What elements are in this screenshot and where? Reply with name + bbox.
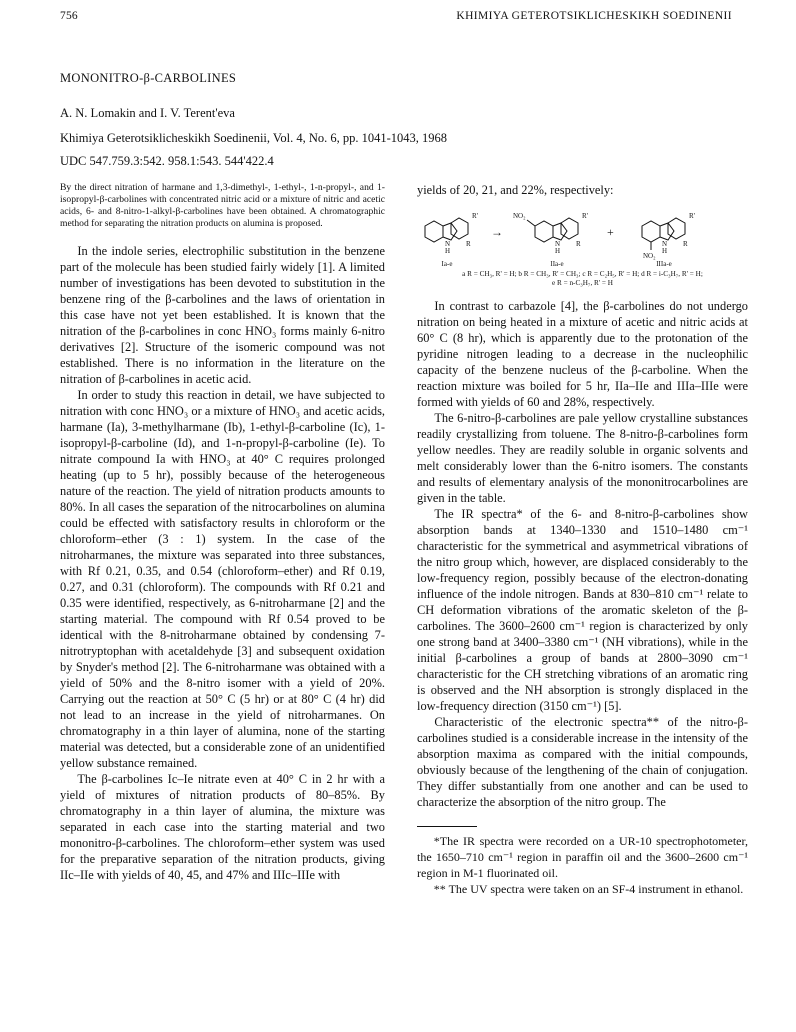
atom-label: H bbox=[445, 247, 451, 255]
nitro-carboline-structure bbox=[527, 218, 578, 242]
body-paragraph: In contrast to carbazole [4], the β-carbolines do not undergo nitration on being heated in a mixture of acetic and nitric acids at 60° C (8 hr), which is apparently due to the protonation of the pyridine nitrogen leading to a decrease in the nucleophilic capacity of the benzene nucleus of the β-carboline. When the reaction mixture was boiled for 5 hr, IIa–IIe and IIIa–IIIe were formed with yields of 60 and 28%, respectively. bbox=[417, 299, 748, 409]
reaction-scheme-drawing bbox=[417, 200, 748, 268]
udc-code: UDC 547.759.3:542. 958.1:543. 544'422.4 bbox=[60, 154, 274, 168]
journal-running-head: KHIMIYA GETEROTSIKLICHESKIKH SOEDINENII bbox=[456, 10, 732, 22]
plus-sign: + bbox=[607, 225, 614, 239]
reaction-scheme bbox=[417, 200, 748, 268]
footnote: ** The UV spectra were taken on an SF-4 instrument in ethanol. bbox=[433, 882, 744, 896]
article-title: MONONITRO-β-CARBOLINES bbox=[60, 71, 237, 85]
compound-label: Ia-e bbox=[441, 260, 453, 268]
compound-label: IIIa-e bbox=[656, 260, 672, 268]
article-authors: A. N. Lomakin and I. V. Terent'eva bbox=[60, 106, 235, 120]
nitro-label: NO₂ bbox=[513, 212, 526, 220]
reaction-arrow: → bbox=[491, 225, 503, 239]
substituent-label: R bbox=[683, 240, 688, 248]
substituent-label: R' bbox=[472, 212, 478, 220]
nitro-label: NO₂ bbox=[643, 252, 656, 260]
atom-label: N bbox=[445, 240, 451, 248]
abstract: By the direct nitration of harmane and 1,3-dimethyl-, 1-ethyl-, 1-n-propyl-, and 1-isopropyl-β-carbolines with concentrated nitric acid or a mixture of nitric and acetic acids, 6- and 8-nitro-1-alkyl-β-carbolines have been obtained. A chromatographic method for separating the nitration products on alumina is proposed. bbox=[60, 182, 385, 229]
scheme-legend bbox=[417, 270, 748, 288]
right-column bbox=[417, 182, 748, 897]
body-paragraph: In the indole series, electrophilic substitution in the benzene part of the molecule has been studied fairly widely [1]. A limited number of investigations has been devoted to substitution in the benzene ring of the β-carbolines and the laws of orientation in this case have not yet been established. It is known that the nitration of the β-carbolines in conc HNO₃ forms mainly 6-nitro derivatives [2]. Structure of the isomeric compound was not established. There is no information in the literature on the nitration of β-carbolines in acetic acid. bbox=[60, 244, 385, 386]
substituent-label: R bbox=[466, 240, 471, 248]
scheme-legend-line: a R = CH₃, R' = H; b R = CH₃, R' = CH₃; c R = C₂H₅, R' = H; d R = i-C₃H₇, R' = H; bbox=[462, 270, 703, 278]
atom-label: N bbox=[555, 240, 561, 248]
body-paragraph: The 6-nitro-β-carbolines are pale yellow crystalline substances readily crystallizing from toluene. The 8-nitro-β-carbolines form yellow needles. They are readily soluble in organic solvents and melt considerably lower than the 6-nitro isomers. The constants and results of elementary analysis of the mononitrocarbolines are given in the table. bbox=[417, 411, 748, 505]
carboline-structure bbox=[425, 218, 468, 242]
body-paragraph: Characteristic of the electronic spectra** of the nitro-β-carbolines studied is a considerable increase in the intensity of the absorption maxima as compared with the initial compounds, obviously because of the lengthening of the chain of conjugation. They differ substantially from one another and can be used to characterize the absorption of the nitro group. The bbox=[417, 715, 748, 809]
scheme-legend-line: e R = n-C₃H₇, R' = H bbox=[552, 279, 613, 287]
atom-label: H bbox=[662, 247, 668, 255]
left-column bbox=[60, 182, 385, 883]
body-paragraph: The β-carbolines Ic–Ie nitrate even at 40° C in 2 hr with a yield of mixtures of nitration products of 80–85%. By chromatography in a thin layer of alumina, the mixture was separated in each case into the starting material and two mononitro-β-carbolines. The chloroform–ether system was used for the preparative separation of the nitration products, giving IIc–IIe with yields of 40, 45, and 47% and IIIc–IIIe with bbox=[60, 772, 385, 882]
substituent-label: R bbox=[576, 240, 581, 248]
page-number: 756 bbox=[60, 10, 78, 22]
substituent-label: R' bbox=[582, 212, 588, 220]
atom-label: H bbox=[555, 247, 561, 255]
footnote-divider bbox=[417, 826, 477, 827]
compound-label: IIa-e bbox=[550, 260, 564, 268]
substituent-label: R' bbox=[689, 212, 695, 220]
body-paragraph: The IR spectra* of the 6- and 8-nitro-β-carbolines show absorption bands at 1340–1330 and 1510–1480 cm⁻¹ characteristic for the symmetrical and asymmetrical vibrations of the nitro group which, however, are displaced considerably to the low-frequency region, possibly because of the electron-donating influence of the indole nitrogen. Bands at 830–810 cm⁻¹ relate to CH deformation vibrations of the aromatic skeleton of the β-carbolines. The 3600–2600 cm⁻¹ region is characterized by only one strong band at 3400–3380 cm⁻¹ (NH vibrations), while in the initial β-carbolines a group of bands at 2800–3090 cm⁻¹ characteristic for the CH stretching vibrations of an aromatic ring is observed and the NH absorption is strongly displaced in the low-frequency direction (3150 cm⁻¹) [5]. bbox=[417, 507, 748, 713]
body-paragraph: In order to study this reaction in detail, we have subjected to nitration with conc HNO₃ or a mixture of HNO₃ and acetic acids, harmane (Ia), 3-methylharmane (Ib), 1-ethyl-β-carboline (Ic), 1-isopropyl-β-carboline (Id), and 1-n-propyl-β-carboline (Ie). To nitrate compound Ia with HNO₃ at 40° C requires prolonged heating (up to 5 hr), possibly because of the heterogeneous nature of the reaction. The yield of nitration products amounts to 80%. In all cases the separation of the nitrocarbolines on alumina could be effected with satisfactory results in chloroform or the chloroform–ether (3 : 1) system. In the case of the nitroharmanes, the mixture was separated into three substances, with Rf 0.21, 0.35, and 0.54 (chloroform–ether) and Rf 0.19, 0.27, and 0.31 (chloroform). The compounds with Rf 0.21 and 0.35 were identified, respectively, as 6-nitroharmane [2] and the starting material. The compound with Rf 0.54 proved to be identical with the 8-nitroharmane obtained by condensing 7-nitrotryptophan with acetaldehyde [3] and subsequent oxidation by Snyder's method [2]. The 6-nitroharmane was obtained with a yield of 50% and the 8-nitro isomer with a yield of 20%. Carrying out the reaction at 50° C (5 hr) or at 80° C (4 hr) did not lead to an increase in the yield of nitroharmanes. On chromatography in a thin layer of alumina, none of the starting material was detected, but a considerable zone of an unidentified yellow substance remained. bbox=[60, 388, 385, 770]
body-paragraph: yields of 20, 21, and 22%, respectively: bbox=[417, 183, 614, 197]
footnote: *The IR spectra were recorded on a UR-10 spectrophotometer, the 1650–710 cm⁻¹ region in paraffin oil and the 3600–2600 cm⁻¹ region in M-1 fluorinated oil. bbox=[417, 834, 748, 880]
article-citation: Khimiya Geterotsiklicheskikh Soedinenii, Vol. 4, No. 6, pp. 1041-1043, 1968 bbox=[60, 131, 448, 145]
atom-label: N bbox=[662, 240, 668, 248]
